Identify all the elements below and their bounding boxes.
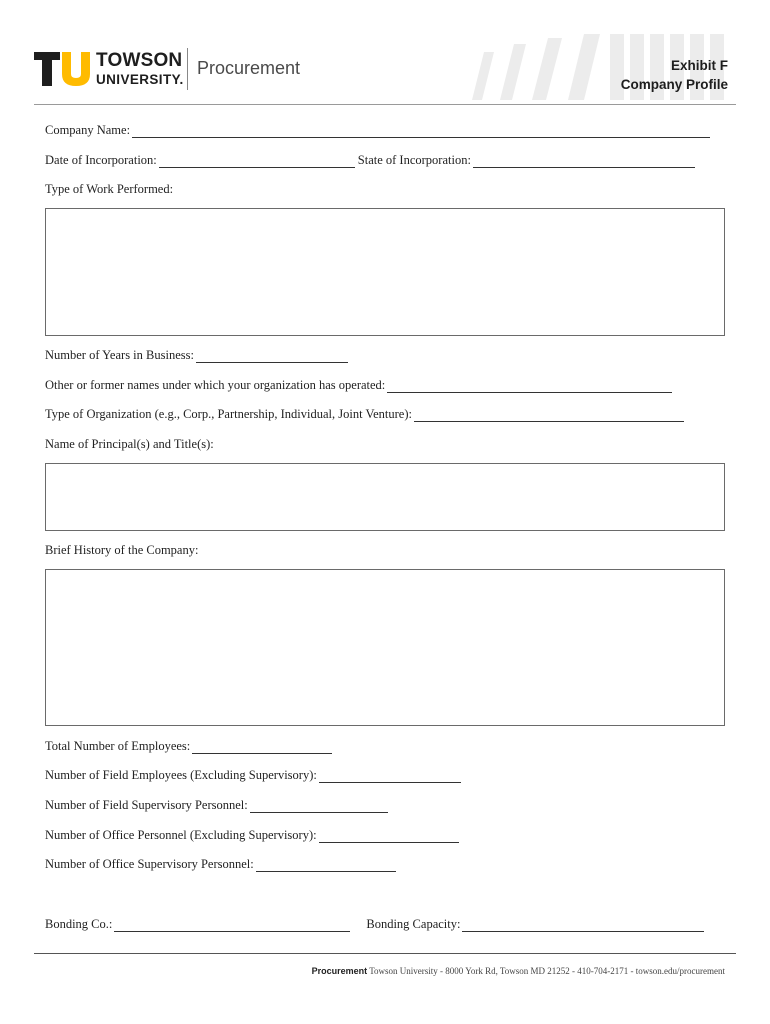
type-of-organization-label: Type of Organization (e.g., Corp., Partnership, Individual, Joint Venture): xyxy=(45,407,412,421)
footer-divider xyxy=(34,953,736,954)
header-divider xyxy=(34,104,736,105)
page-header xyxy=(34,40,736,104)
total-employees-input[interactable] xyxy=(192,742,332,754)
type-of-work-field xyxy=(45,181,173,197)
former-names-input[interactable] xyxy=(387,381,672,393)
type-of-work-label: Type of Work Performed: xyxy=(45,182,174,196)
office-personnel-label: Number of Office Personnel (Excluding Supervisory): xyxy=(45,828,317,842)
date-of-incorporation-label: Date of Incorporation: xyxy=(45,153,157,167)
header-department: Procurement xyxy=(197,58,301,78)
state-of-incorporation-label: State of Incorporation: xyxy=(357,153,471,167)
office-supervisory-input[interactable] xyxy=(256,860,396,872)
office-supervisory-field xyxy=(45,856,396,872)
document-title: Company Profile xyxy=(620,77,728,92)
exhibit-heading xyxy=(621,56,728,94)
office-personnel-input[interactable] xyxy=(319,831,459,843)
field-supervisory-input[interactable] xyxy=(250,801,388,813)
logo-wordmark xyxy=(96,51,184,87)
years-in-business-label: Number of Years in Business: xyxy=(45,348,194,362)
type-of-work-textarea[interactable] xyxy=(45,208,725,336)
bonding-capacity-label: Bonding Capacity: xyxy=(366,917,461,931)
principals-label: Name of Principal(s) and Title(s): xyxy=(45,437,214,451)
bonding-co-label: Bonding Co.: xyxy=(45,917,113,931)
exhibit-label: Exhibit F xyxy=(671,58,728,73)
years-in-business-field xyxy=(45,347,348,363)
field-employees-input[interactable] xyxy=(319,771,461,783)
incorporation-field xyxy=(45,152,695,168)
company-name-field xyxy=(45,122,710,138)
field-supervisory-label: Number of Field Supervisory Personnel: xyxy=(45,798,248,812)
office-supervisory-label: Number of Office Supervisory Personnel: xyxy=(45,857,254,871)
office-personnel-field xyxy=(45,827,459,843)
bonding-field xyxy=(45,916,704,932)
brief-history-field xyxy=(45,542,198,558)
bonding-capacity-input[interactable] xyxy=(462,920,704,932)
towson-tu-logo-icon xyxy=(34,52,90,86)
former-names-field xyxy=(45,377,672,393)
company-name-label: Company Name: xyxy=(45,123,131,137)
footer-address: Towson University - 8000 York Rd, Towson MD 21252 - 410-704-2171 - towson.edu/procurement xyxy=(369,966,725,976)
logo-university-text: UNIVERSITY. xyxy=(96,72,184,87)
page-footer xyxy=(312,966,725,976)
total-employees-label: Total Number of Employees: xyxy=(45,739,191,753)
field-supervisory-field xyxy=(45,797,388,813)
former-names-label: Other or former names under which your organization has operated: xyxy=(45,378,386,392)
company-name-input[interactable] xyxy=(132,126,710,138)
principals-field xyxy=(45,436,214,452)
brief-history-textarea[interactable] xyxy=(45,569,725,726)
field-employees-field xyxy=(45,767,461,783)
total-employees-field xyxy=(45,738,332,754)
brief-history-label: Brief History of the Company: xyxy=(45,543,199,557)
footer-department: Procurement xyxy=(311,966,368,976)
date-of-incorporation-input[interactable] xyxy=(159,156,355,168)
logo-divider xyxy=(187,48,188,90)
principals-textarea[interactable] xyxy=(45,463,725,531)
state-of-incorporation-input[interactable] xyxy=(473,156,695,168)
logo-towson-text: TOWSON xyxy=(96,50,183,71)
type-of-organization-field xyxy=(45,406,684,422)
field-employees-label: Number of Field Employees (Excluding Supervisory): xyxy=(45,768,317,782)
bonding-co-input[interactable] xyxy=(114,920,350,932)
type-of-organization-input[interactable] xyxy=(414,410,684,422)
years-in-business-input[interactable] xyxy=(196,351,348,363)
